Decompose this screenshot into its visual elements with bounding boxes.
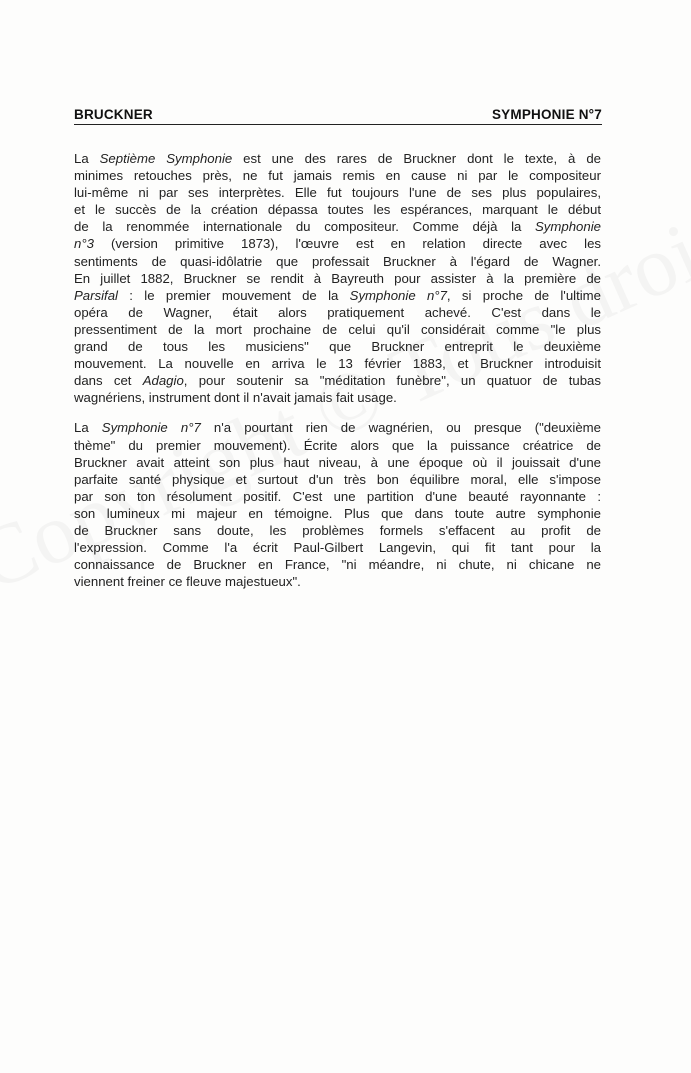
running-header xyxy=(74,107,602,122)
text-line xyxy=(74,167,601,184)
text-run: viennent freiner ce fleuve majestueux". xyxy=(74,574,301,590)
italic-title: Symphonie n°7 xyxy=(349,287,447,303)
text-line xyxy=(74,150,601,167)
italic-title: n°3 xyxy=(74,236,94,252)
text-run: , pour soutenir sa "méditation funèbre", un quatuor de tubas xyxy=(183,373,601,389)
text-run: son lumineux mi majeur en témoigne. Plus que dans toute autre symphonie xyxy=(74,505,601,521)
text-run: Bruckner avait atteint son plus haut niveau, à une époque où il jouissait d'une xyxy=(74,454,601,470)
text-line xyxy=(74,235,601,252)
text-line xyxy=(74,539,601,556)
header-rule xyxy=(74,124,602,125)
italic-title: Parsifal xyxy=(74,287,118,303)
text-run: opéra de Wagner, était alors pratiquement achevé. C'est dans le xyxy=(74,304,601,320)
text-run: wagnériens, instrument dont il n'avait jamais fait usage. xyxy=(74,390,397,406)
paragraph xyxy=(74,419,601,590)
text-line xyxy=(74,454,601,471)
text-run: En juillet 1882, Bruckner se rendit à Bayreuth pour assister à la première de xyxy=(74,270,601,286)
text-line xyxy=(74,287,601,304)
text-run: et le succès de la création dépassa toutes les espérances, marquant le début xyxy=(74,202,601,218)
text-line xyxy=(74,389,601,406)
header-work-title: SYMPHONIE N°7 xyxy=(491,107,602,122)
text-line xyxy=(74,505,601,522)
text-run: dans cet xyxy=(74,373,143,389)
text-run: grand de tous les musiciens" que Bruckner entreprit le deuxième xyxy=(74,339,601,355)
text-run: (version primitive 1873), l'œuvre est en relation directe avec les xyxy=(93,236,601,252)
text-run: sentiments de quasi-idôlatrie que professait Bruckner à l'égard de Wagner. xyxy=(74,253,601,269)
text-run: : le premier mouvement de la xyxy=(117,287,350,303)
text-line xyxy=(74,372,601,389)
text-run: La xyxy=(74,420,102,436)
text-line xyxy=(74,270,601,287)
text-run: pressentiment de la mort prochaine de celui qu'il considérait comme "le plus xyxy=(74,321,601,337)
text-run: par son ton résolument positif. C'est une partition d'une beauté rayonnante : xyxy=(74,488,601,504)
paragraph xyxy=(74,150,601,406)
text-run: mouvement. La nouvelle en arriva le 13 février 1883, et Bruckner introduisit xyxy=(74,356,601,372)
text-line xyxy=(74,304,601,321)
text-line xyxy=(74,184,601,201)
text-line xyxy=(74,437,601,454)
text-run: thème" du premier mouvement). Écrite alors que la puissance créatrice de xyxy=(74,437,601,453)
italic-title: Septième Symphonie xyxy=(99,151,233,166)
text-run: parfaite santé physique et surtout d'un très bon équilibre moral, elle s'impose xyxy=(74,471,601,487)
text-run: lui-même ni par ses interprètes. Elle fut toujours l'une de ses plus populaires, xyxy=(74,185,601,201)
italic-title: Adagio xyxy=(142,373,184,389)
text-line xyxy=(74,522,601,539)
text-line xyxy=(74,253,601,270)
text-line xyxy=(74,471,601,488)
text-run: connaissance de Bruckner en France, "ni méandre, ni chute, ni chicane ne xyxy=(74,557,601,573)
text-run: est une des rares de Bruckner dont le texte, à de xyxy=(232,151,601,166)
text-run: de Bruckner sans doute, les problèmes formels s'effacent au profit de xyxy=(74,522,601,538)
text-line xyxy=(74,488,601,505)
text-run: La xyxy=(74,151,100,166)
text-run: n'a pourtant rien de wagnérien, ou presque ("deuxième xyxy=(200,420,601,436)
text-run: l'expression. Comme l'a écrit Paul-Gilbert Langevin, qui fit tant pour la xyxy=(74,540,601,556)
text-run: minimes retouches près, ne fut jamais remis en cause ni par le compositeur xyxy=(74,168,601,184)
text-line xyxy=(74,556,601,573)
italic-title: Symphonie n°7 xyxy=(101,420,201,436)
text-line xyxy=(74,338,601,355)
text-line xyxy=(74,419,601,436)
body-text xyxy=(74,150,601,590)
text-line xyxy=(74,218,601,235)
text-run: , si proche de l'ultime xyxy=(446,287,601,303)
text-line xyxy=(74,573,601,590)
text-line xyxy=(74,355,601,372)
text-line xyxy=(74,321,601,338)
text-line xyxy=(74,201,601,218)
header-composer: BRUCKNER xyxy=(74,107,153,122)
italic-title: Symphonie xyxy=(535,219,601,235)
text-run: de la renommée internationale du compositeur. Comme déjà la xyxy=(74,219,536,235)
